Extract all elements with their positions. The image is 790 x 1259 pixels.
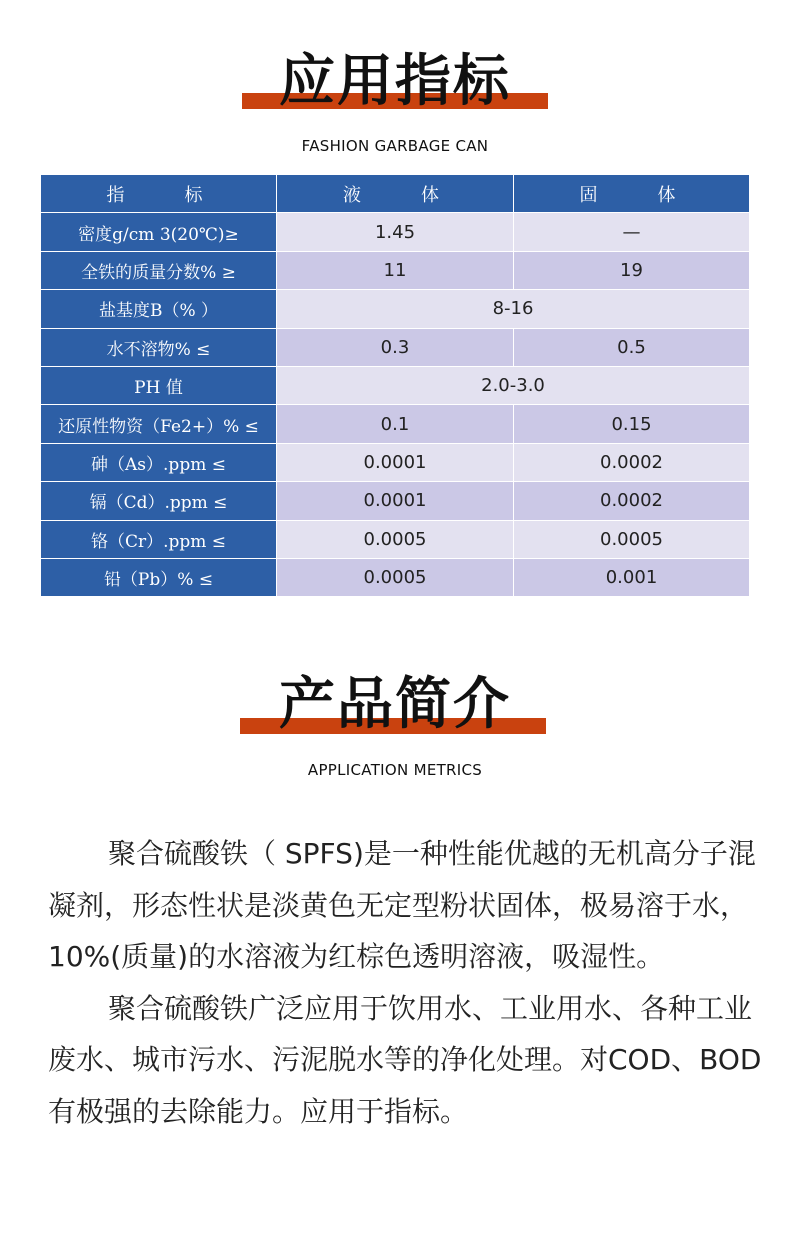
table-row	[41, 213, 750, 251]
solid-value: 19	[514, 251, 750, 289]
table-row	[41, 251, 750, 289]
table-row	[41, 328, 750, 366]
liquid-value: 0.1	[277, 405, 514, 443]
solid-value: 0.15	[514, 405, 750, 443]
row-label: 铅（Pb）% ≤	[41, 558, 277, 596]
table-row	[41, 443, 750, 481]
solid-value: 0.0002	[514, 482, 750, 520]
row-label: PH 值	[41, 366, 277, 404]
row-label: 铬（Cr）.ppm ≤	[41, 520, 277, 558]
row-label: 盐基度B（% ）	[41, 290, 277, 328]
table-header-row	[41, 175, 750, 213]
table-row	[41, 290, 750, 328]
intro-paragraph-2: 聚合硫酸铁广泛应用于饮用水、工业用水、各种工业废水、城市污水、污泥脱水等的净化处理。对COD、BOD有极强的去除能力。应用于指标。	[48, 991, 762, 1128]
liquid-value: 1.45	[277, 213, 514, 251]
section2-title: 产品简介	[279, 672, 511, 737]
table-row	[41, 482, 750, 520]
header-solid: 固 体	[514, 175, 750, 213]
merged-value: 2.0-3.0	[277, 366, 750, 404]
liquid-value: 0.0005	[277, 520, 514, 558]
solid-value: 0.001	[514, 558, 750, 596]
table-row	[41, 366, 750, 404]
liquid-value: 0.0005	[277, 558, 514, 596]
row-label: 镉（Cd）.ppm ≤	[41, 482, 277, 520]
spec-table	[40, 174, 750, 597]
solid-value: —	[514, 213, 750, 251]
table-row	[41, 520, 750, 558]
row-label: 水不溶物% ≤	[41, 328, 277, 366]
row-label: 全铁的质量分数% ≥	[41, 251, 277, 289]
product-intro	[48, 828, 778, 1137]
liquid-value: 0.0001	[277, 443, 514, 481]
row-label: 密度g/cm 3(20℃)≥	[41, 213, 277, 251]
solid-value: 0.5	[514, 328, 750, 366]
header-liquid: 液 体	[277, 175, 514, 213]
intro-paragraph-1: 聚合硫酸铁（ SPFS)是一种性能优越的无机高分子混凝剂，形态性状是淡黄色无定型粉状固体，极易溶于水，10%(质量)的水溶液为红棕色透明溶液，吸湿性。	[48, 837, 756, 973]
solid-value: 0.0002	[514, 443, 750, 481]
header-indicator: 指 标	[41, 175, 277, 213]
merged-value: 8-16	[277, 290, 750, 328]
table-row	[41, 405, 750, 443]
section1-subtitle: FASHION GARBAGE CAN	[301, 137, 489, 155]
row-label: 砷（As）.ppm ≤	[41, 443, 277, 481]
row-label: 还原性物资（Fe2+）% ≤	[41, 405, 277, 443]
liquid-value: 0.3	[277, 328, 514, 366]
table-row	[41, 558, 750, 596]
section1-title: 应用指标	[279, 49, 511, 114]
liquid-value: 11	[277, 251, 514, 289]
solid-value: 0.0005	[514, 520, 750, 558]
liquid-value: 0.0001	[277, 482, 514, 520]
section2-subtitle: APPLICATION METRICS	[307, 761, 483, 779]
